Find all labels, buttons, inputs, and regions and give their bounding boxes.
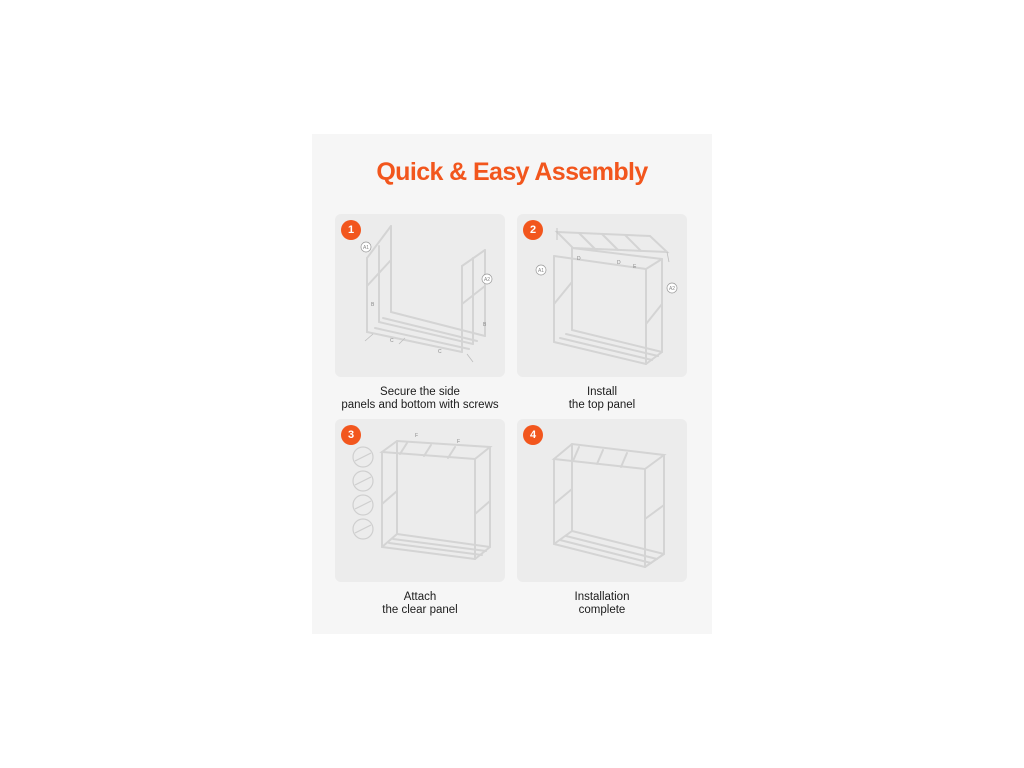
step-3-caption [320, 591, 520, 617]
step-1-label-a: A1 [362, 245, 370, 251]
step-1-badge: 1 [341, 220, 361, 240]
step-2-label-a: A1 [537, 268, 545, 274]
assembly-card [312, 134, 712, 634]
step-4-caption [502, 591, 702, 617]
step-4-caption-line-1: Installation [574, 591, 630, 603]
step-2-part-d-1: D [577, 256, 581, 262]
step-1-caption [320, 386, 520, 412]
step-1-part-b-left: B [371, 302, 375, 308]
step-3-panel [335, 419, 505, 582]
step-4-illustration [517, 419, 687, 582]
step-2-part-e: E [633, 264, 637, 270]
step-2-panel [517, 214, 687, 377]
step-1-label-b: A2 [483, 277, 491, 283]
step-3-badge: 3 [341, 425, 361, 445]
step-2-label-b: A2 [668, 286, 676, 292]
step-2-badge: 2 [523, 220, 543, 240]
step-4-panel [517, 419, 687, 582]
step-1-caption-line-1: Secure the side [380, 386, 460, 398]
step-4-caption-line-2: complete [578, 604, 626, 616]
page-title: Quick & Easy Assembly [376, 158, 648, 186]
step-1-part-c-2: C [438, 349, 442, 355]
step-2-caption-line-1: Install [586, 386, 618, 398]
step-4-badge: 4 [523, 425, 543, 445]
step-3-caption-line-2: the clear panel [382, 604, 458, 616]
step-1-illustration [335, 214, 505, 377]
step-1-part-b-right: B [483, 322, 487, 328]
step-1-caption-line-2: panels and bottom with screws [341, 399, 499, 411]
step-2-illustration [517, 214, 687, 377]
step-2-caption [502, 386, 702, 412]
step-1-panel [335, 214, 505, 377]
step-3-part-f-1: F [415, 433, 419, 439]
step-3-part-f-2: F [457, 439, 461, 445]
step-2-part-d-2: D [617, 260, 621, 266]
step-1-part-c-1: C [390, 338, 394, 344]
step-3-caption-line-1: Attach [403, 591, 437, 603]
step-3-illustration [335, 419, 505, 582]
step-2-caption-line-2: the top panel [568, 399, 636, 411]
